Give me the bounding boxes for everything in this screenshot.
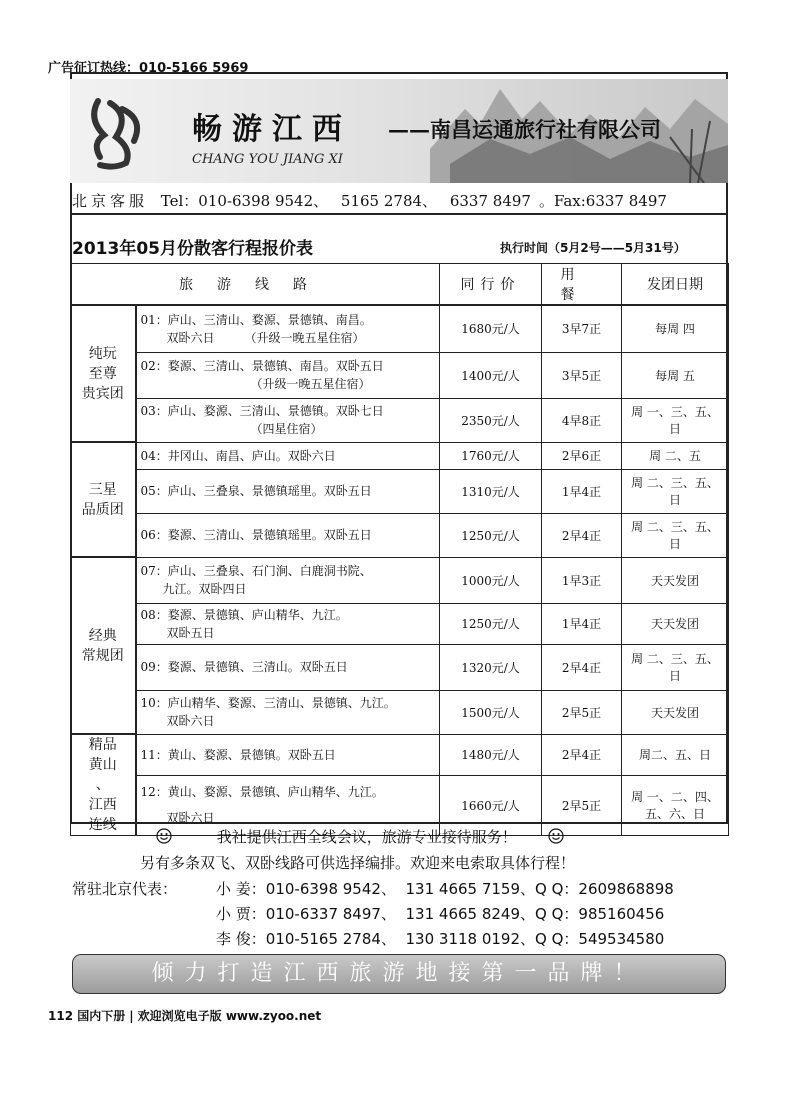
category-cell: 精品 黄山 、 江西 连线 <box>71 734 136 836</box>
footer-section: 国内下册 <box>77 1009 126 1023</box>
route-cell: 03：庐山、婺源、三清山、景德镇。双卧七日 （四星住宿） <box>136 398 440 442</box>
rep-name: 小 姜： <box>216 880 266 898</box>
dates-cell: 周 二、五 <box>622 442 729 469</box>
dates-cell: 周 二、三、五、日 <box>622 644 729 690</box>
route-cell: 02：婺源、三清山、景德镇、南昌。双卧五日 （升级一晚五星住宿） <box>136 352 440 398</box>
more-routes-notice: 另有多条双飞、双卧线路可供选择编排。欢迎来电索取具体行程！ <box>140 854 576 872</box>
meal-cell: 2早4正 <box>542 734 622 775</box>
dates-cell: 周 二、三、五、日 <box>622 513 729 557</box>
smiley-icon <box>548 828 564 844</box>
table-row <box>71 305 729 352</box>
validity-period: 执行时间（5月2号——5月31号） <box>500 241 686 255</box>
banner-romanized: CHANG YOU JIANG XI <box>192 152 343 167</box>
dates-cell: 天天发团 <box>622 603 729 644</box>
route-cell: 07：庐山、三叠泉、石门涧、白鹿洞书院、 九江。双卧四日 <box>136 557 440 603</box>
rep-mobile: 131 4665 8249、 <box>405 905 536 923</box>
banner-graphic <box>70 79 728 183</box>
dates-cell: 周 一、二、四、五、六、日 <box>622 775 729 836</box>
page-title: 2013年05月份散客行程报价表 <box>72 239 313 259</box>
meal-cell: 2早4正 <box>542 644 622 690</box>
route-cell: 09：婺源、景德镇、三清山。双卧五日 <box>136 644 440 690</box>
page-footer <box>48 1007 321 1024</box>
rep-row <box>216 903 664 924</box>
table-row <box>71 690 729 734</box>
category-cell: 三星 品质团 <box>71 442 136 557</box>
price-cell: 1660元/人 <box>440 775 542 836</box>
header-dates: 发团日期 <box>622 264 729 306</box>
dates-cell: 每周 四 <box>622 305 729 352</box>
service-notice <box>156 826 676 847</box>
header-meal: 用餐 <box>542 264 622 306</box>
dates-cell: 周二、五、日 <box>622 734 729 775</box>
header-banner <box>70 79 728 183</box>
table-row <box>71 557 729 603</box>
rep-mobile: 131 4665 7159、 <box>405 880 536 898</box>
price-cell: 1250元/人 <box>440 603 542 644</box>
price-cell: 1500元/人 <box>440 690 542 734</box>
header-route: 旅游线路 <box>71 264 440 306</box>
meal-cell: 2早5正 <box>542 690 622 734</box>
rep-name: 李 俊： <box>216 930 266 948</box>
rep-phone: 010-5165 2784、 <box>265 930 396 948</box>
route-cell: 05：庐山、三叠泉、景德镇瑶里。双卧五日 <box>136 469 440 513</box>
category-cell: 纯玩 至尊 贵宾团 <box>71 305 136 442</box>
rep-qq: Q Q：549534580 <box>535 930 665 948</box>
meal-cell: 2早5正 <box>542 775 622 836</box>
price-cell: 1480元/人 <box>440 734 542 775</box>
table-row <box>71 352 729 398</box>
table-row <box>71 469 729 513</box>
contact-tel-3: 6337 8497 <box>449 192 531 210</box>
dates-cell: 周 二、三、五、日 <box>622 469 729 513</box>
rep-qq: Q Q：2609868898 <box>535 880 674 898</box>
price-cell: 1680元/人 <box>440 305 542 352</box>
price-cell: 1250元/人 <box>440 513 542 557</box>
table-row <box>71 603 729 644</box>
service-text: 我社提供江西全线会议，旅游专业接待服务！ <box>216 828 517 846</box>
route-cell: 06：婺源、三清山、景德镇瑶里。双卧五日 <box>136 513 440 557</box>
banner-company: ——南昌运通旅行社有限公司 <box>388 117 661 142</box>
meal-cell: 2早4正 <box>542 513 622 557</box>
rep-qq: Q Q：985160456 <box>535 905 665 923</box>
dates-cell: 周 一、三、五、日 <box>622 398 729 442</box>
route-cell: 10：庐山精华、婺源、三清山、景德镇、九江。 双卧六日 <box>136 690 440 734</box>
ad-hotline: 广告征订热线：010-5166 5969 <box>48 61 249 76</box>
footer-separator: | <box>129 1009 134 1023</box>
route-cell: 01：庐山、三清山、婺源、景德镇、南昌。 双卧六日 （升级一晚五星住宿） <box>136 305 440 352</box>
contact-label: 北京客服 <box>72 192 149 210</box>
table-row <box>71 734 729 775</box>
price-cell: 1400元/人 <box>440 352 542 398</box>
price-cell: 1760元/人 <box>440 442 542 469</box>
meal-cell: 3早7正 <box>542 305 622 352</box>
price-cell: 1320元/人 <box>440 644 542 690</box>
contact-tel: Tel：010-6398 9542、 <box>160 192 329 210</box>
meal-cell: 2早6正 <box>542 442 622 469</box>
route-cell: 04：井冈山、南昌、庐山。双卧六日 <box>136 442 440 469</box>
category-cell: 经典 常规团 <box>71 557 136 734</box>
table-row <box>71 442 729 469</box>
price-cell: 1310元/人 <box>440 469 542 513</box>
rep-row <box>216 878 674 899</box>
dates-cell: 每周 五 <box>622 352 729 398</box>
route-cell: 08：婺源、景德镇、庐山精华、九江。 双卧五日 <box>136 603 440 644</box>
rep-phone: 010-6337 8497、 <box>265 905 396 923</box>
service-contact-line <box>72 190 728 215</box>
table-row <box>71 644 729 690</box>
dates-cell: 天天发团 <box>622 557 729 603</box>
price-cell: 1000元/人 <box>440 557 542 603</box>
price-cell: 2350元/人 <box>440 398 542 442</box>
rep-phone: 010-6398 9542、 <box>265 880 396 898</box>
slogan-banner: 倾力打造江西旅游地接第一品牌！ <box>72 954 726 994</box>
meal-cell: 1早4正 <box>542 469 622 513</box>
footer-text: 欢迎浏览电子版 www.zyoo.net <box>137 1009 322 1023</box>
contact-fax: 。Fax:6337 8497 <box>538 192 667 210</box>
rep-name: 小 贾： <box>216 905 266 923</box>
table-row <box>71 398 729 442</box>
banner-calligraphy: 畅游江西 <box>192 112 352 147</box>
table-header-row <box>71 264 729 306</box>
page-number: 112 <box>48 1009 74 1023</box>
price-table <box>70 263 729 836</box>
meal-cell: 1早4正 <box>542 603 622 644</box>
route-cell: 11：黄山、婺源、景德镇。双卧五日 <box>136 734 440 775</box>
meal-cell: 1早3正 <box>542 557 622 603</box>
reps-label: 常驻北京代表： <box>72 880 178 898</box>
rep-row <box>216 928 664 949</box>
table-row <box>71 513 729 557</box>
dates-cell: 天天发团 <box>622 690 729 734</box>
route-cell: 12：黄山、婺源、景德镇、庐山精华、九江。 双卧六日 <box>136 775 440 836</box>
header-price: 同行价 <box>440 264 542 306</box>
meal-cell: 3早5正 <box>542 352 622 398</box>
meal-cell: 4早8正 <box>542 398 622 442</box>
rep-mobile: 130 3118 0192、 <box>405 930 536 948</box>
contact-tel-2: 5165 2784、 <box>340 192 438 210</box>
smiley-icon <box>156 828 172 844</box>
